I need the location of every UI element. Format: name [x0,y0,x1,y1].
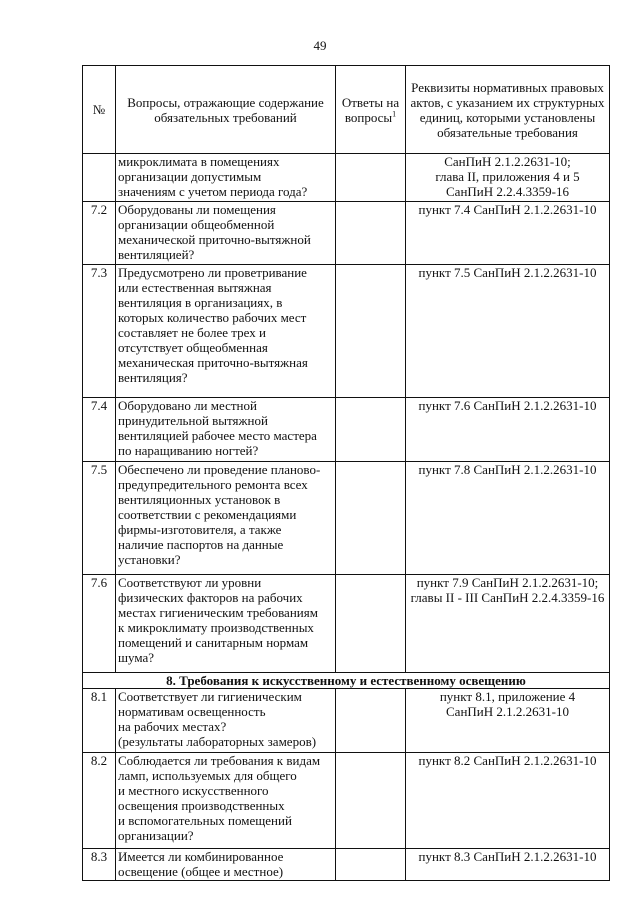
row-answer [336,575,406,673]
row-question: микроклимата в помещениях организации допустимым значениям с учетом периода года? [116,154,336,202]
header-answers-label: Ответы на вопросы [341,94,400,125]
row-answer [336,398,406,462]
row-answer [336,202,406,265]
row-number: 7.2 [83,202,116,265]
row-question: Соответствуют ли уровни физических факторов на рабочих местах гигиеническим требованиям к микроклимату производственных помещений и санитарным нормам шума? [116,575,336,673]
page-number: 49 [313,38,327,53]
section-title: 8. Требования к искусственному и естественному освещению [83,673,610,689]
row-question: Обеспечено ли проведение планово- предупредительного ремонта всех вентиляционных установок в соответствии с рекомендациями фирмы-изготовителя, а также наличие паспортов на данные установки? [116,462,336,575]
row-answer [336,462,406,575]
row-number: 8.1 [83,689,116,753]
table-row [83,849,610,881]
requirements-table [82,65,610,881]
table-header-row [83,66,610,154]
table-row [83,753,610,849]
row-number: 7.4 [83,398,116,462]
row-number: 8.2 [83,753,116,849]
row-number: 7.3 [83,265,116,398]
row-question: Соответствует ли гигиеническим нормативам освещенность на рабочих местах? (результаты лабораторных замеров) [116,689,336,753]
table-row [83,575,610,673]
row-number: 7.6 [83,575,116,673]
table-row [83,265,610,398]
row-answer [336,154,406,202]
row-reference: пункт 7.8 СанПиН 2.1.2.2631-10 [406,462,610,575]
row-reference: СанПиН 2.1.2.2631-10; глава II, приложения 4 и 5 СанПиН 2.2.4.3359-16 [406,154,610,202]
header-questions: Вопросы, отражающие содержание обязательных требований [116,66,336,154]
table-row [83,154,610,202]
row-reference: пункт 7.9 СанПиН 2.1.2.2631-10; главы II - III СанПиН 2.2.4.3359-16 [406,575,610,673]
row-question: Имеется ли комбинированное освещение (общее и местное) [116,849,336,881]
header-answers [336,66,406,154]
table-row [83,689,610,753]
footnote-marker: 1 [392,109,397,119]
table-row [83,398,610,462]
row-number: 7.5 [83,462,116,575]
table-row [83,202,610,265]
row-reference: пункт 7.4 СанПиН 2.1.2.2631-10 [406,202,610,265]
row-number [83,154,116,202]
row-reference: пункт 8.2 СанПиН 2.1.2.2631-10 [406,753,610,849]
header-num: № [83,66,116,154]
row-reference: пункт 7.5 СанПиН 2.1.2.2631-10 [406,265,610,398]
row-answer [336,849,406,881]
row-answer [336,689,406,753]
row-question: Оборудовано ли местной принудительной вытяжной вентиляцией рабочее место мастера по наращиванию ногтей? [116,398,336,462]
row-answer [336,753,406,849]
row-question: Соблюдается ли требования к видам ламп, используемых для общего и местного искусственного освещения производственных и вспомогательных помещений организации? [116,753,336,849]
row-question: Предусмотрено ли проветривание или естественная вытяжная вентиляция в организациях, в которых количество рабочих мест составляет не более трех и отсутствует общеобменная механическая приточно-вытяжная вентиляция? [116,265,336,398]
section-row [83,673,610,689]
header-requisites: Реквизиты нормативных правовых актов, с указанием их структурных единиц, которыми установлены обязательные требования [406,66,610,154]
row-reference: пункт 8.3 СанПиН 2.1.2.2631-10 [406,849,610,881]
row-number: 8.3 [83,849,116,881]
row-reference: пункт 8.1, приложение 4 СанПиН 2.1.2.2631-10 [406,689,610,753]
table-row [83,462,610,575]
row-question: Оборудованы ли помещения организации общеобменной механической приточно-вытяжной вентиляцией? [116,202,336,265]
row-reference: пункт 7.6 СанПиН 2.1.2.2631-10 [406,398,610,462]
row-answer [336,265,406,398]
